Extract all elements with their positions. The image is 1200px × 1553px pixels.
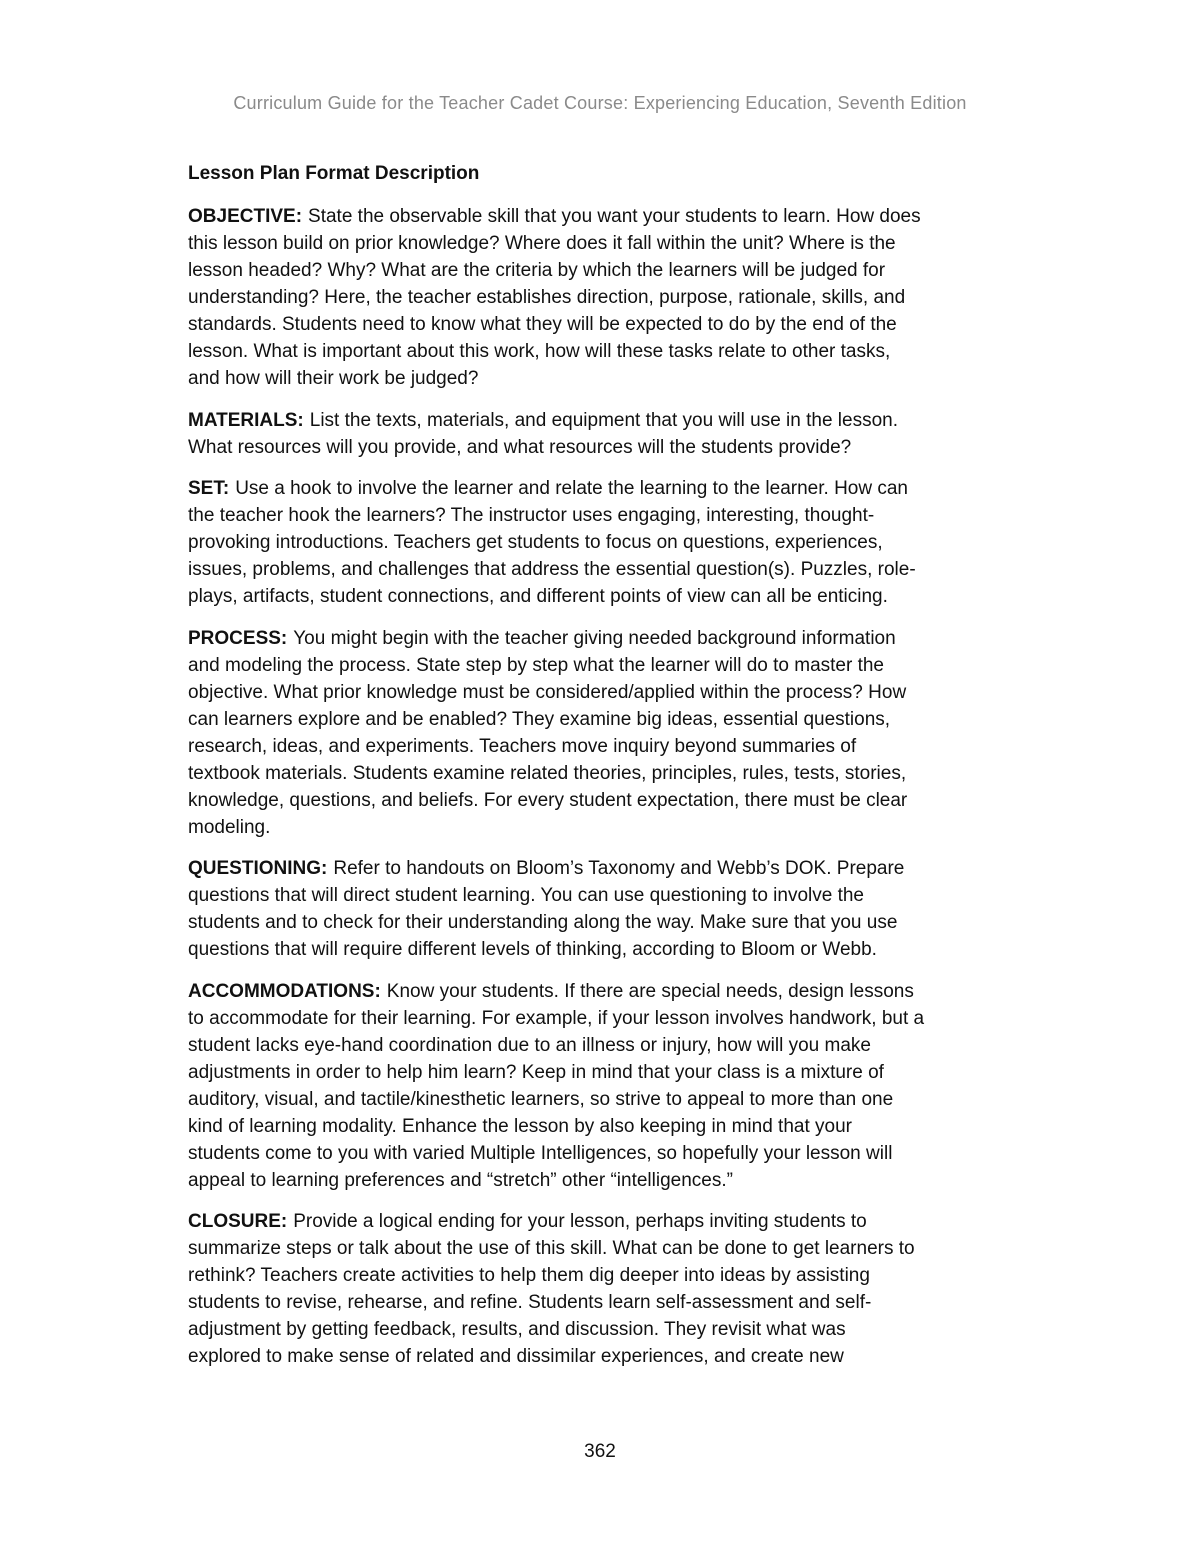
section-first-line [188,407,1023,434]
paragraph-line: can learners explore and be enabled? They examine big ideas, essential questions, [188,708,891,730]
section-heading: CLOSURE: [188,1211,288,1232]
paragraph-line: student lacks eye-hand coordination due to an illness or injury, how will you make [188,1034,871,1056]
section-heading: PROCESS: [188,627,288,649]
paragraph-line: questions that will direct student learning. You can use questioning to involve the [188,885,865,906]
section-first-line [188,1208,1023,1235]
paragraph-line: questions that will require different levels of thinking, according to Bloom or Webb. [188,939,877,960]
paragraph-line: this lesson build on prior knowledge? Where does it fall within the unit? Where is the [188,233,896,254]
paragraph-line: appeal to learning preferences and “stretch” other “intelligences.” [188,1169,733,1191]
paragraph-line: You might begin with the teacher giving needed background information [293,627,896,649]
section-process [188,625,1023,841]
section-heading: QUESTIONING: [188,858,328,879]
paragraph-line: auditory, visual, and tactile/kinesthetic learners, so strive to appeal to more than one [188,1088,894,1110]
paragraph-line: the teacher hook the learners? The instructor uses engaging, interesting, thought- [188,505,875,526]
paragraph-line: and modeling the process. State step by step what the learner will do to master the [188,654,884,676]
paragraph-line: Use a hook to involve the learner and relate the learning to the learner. How can [235,478,908,499]
section-first-line [188,475,1023,502]
section-accommodations [188,978,1023,1194]
paragraph-line: to accommodate for their learning. For example, if your lesson involves handwork, but a [188,1007,925,1029]
section-questioning [188,855,1023,963]
section-materials [188,407,1023,461]
paragraph-line: Refer to handouts on Bloom’s Taxonomy and Webb’s DOK. Prepare [333,858,905,879]
section-set [188,475,1023,610]
paragraph-line: summarize steps or talk about the use of this skill. What can be done to get learners to [188,1238,915,1259]
paragraph-line: standards. Students need to know what they will be expected to do by the end of the [188,314,897,335]
paragraph-line: students to revise, rehearse, and refine. Students learn self-assessment and self- [188,1292,872,1313]
document-title: Lesson Plan Format Description [188,163,480,184]
paragraph-line: understanding? Here, the teacher establishes direction, purpose, rationale, skills, and [188,287,906,308]
paragraph-line: objective. What prior knowledge must be considered/applied within the process? How [188,681,907,703]
paragraph-line: lesson. What is important about this work, how will these tasks relate to other tasks, [188,341,891,362]
paragraph-line: students come to you with varied Multiple Intelligences, so hopefully your lesson will [188,1142,893,1164]
paragraph-line: List the texts, materials, and equipment that you will use in the lesson. [309,409,899,431]
section-first-line [188,203,1023,230]
section-closure [188,1208,1023,1370]
paragraph-line: issues, problems, and challenges that address the essential question(s). Puzzles, role- [188,559,916,580]
running-header: Curriculum Guide for the Teacher Cadet Course: Experiencing Education, Seventh Edition [233,93,967,113]
paragraph-line: provoking introductions. Teachers get students to focus on questions, experiences, [188,532,883,553]
paragraph-line: kind of learning modality. Enhance the lesson by also keeping in mind that your [188,1115,852,1137]
section-heading: OBJECTIVE: [188,206,303,227]
paragraph-line: rethink? Teachers create activities to help them dig deeper into ideas by assisting [188,1265,870,1286]
paragraph-line: plays, artifacts, student connections, and different points of view can all be enticing. [188,586,888,607]
paragraph-line: knowledge, questions, and beliefs. For every student expectation, there must be clear [188,789,908,811]
paragraph-line: textbook materials. Students examine related theories, principles, rules, tests, stories, [188,762,907,784]
paragraph-line: adjustment by getting feedback, results, and discussion. They revisit what was [188,1319,846,1340]
paragraph-line: research, ideas, and experiments. Teachers move inquiry beyond summaries of [188,735,857,757]
paragraph-line: explored to make sense of related and dissimilar experiences, and create new [188,1346,844,1367]
paragraph-line: and how will their work be judged? [188,368,479,389]
section-first-line [188,855,1023,882]
paragraph-line: State the observable skill that you want your students to learn. How does [308,206,921,227]
paragraph-line: What resources will you provide, and what resources will the students provide? [188,436,852,458]
paragraph-line: Provide a logical ending for your lesson, perhaps inviting students to [293,1211,867,1232]
section-first-line [188,978,1023,1005]
section-heading: SET: [188,478,230,499]
paragraph-line: adjustments in order to help him learn? Keep in mind that your class is a mixture of [188,1061,884,1083]
section-first-line [188,625,1023,652]
section-heading: MATERIALS: [188,409,304,431]
paragraph-line: modeling. [188,816,271,838]
page-number: 362 [584,1441,616,1462]
paragraph-line: students and to check for their understanding along the way. Make sure that you use [188,912,898,933]
paragraph-line: lesson headed? Why? What are the criteria by which the learners will be judged for [188,260,886,281]
section-objective [188,203,1023,392]
document-body [188,160,1023,1385]
paragraph-line: Know your students. If there are special needs, design lessons [386,980,914,1002]
section-heading: ACCOMMODATIONS: [188,980,381,1002]
